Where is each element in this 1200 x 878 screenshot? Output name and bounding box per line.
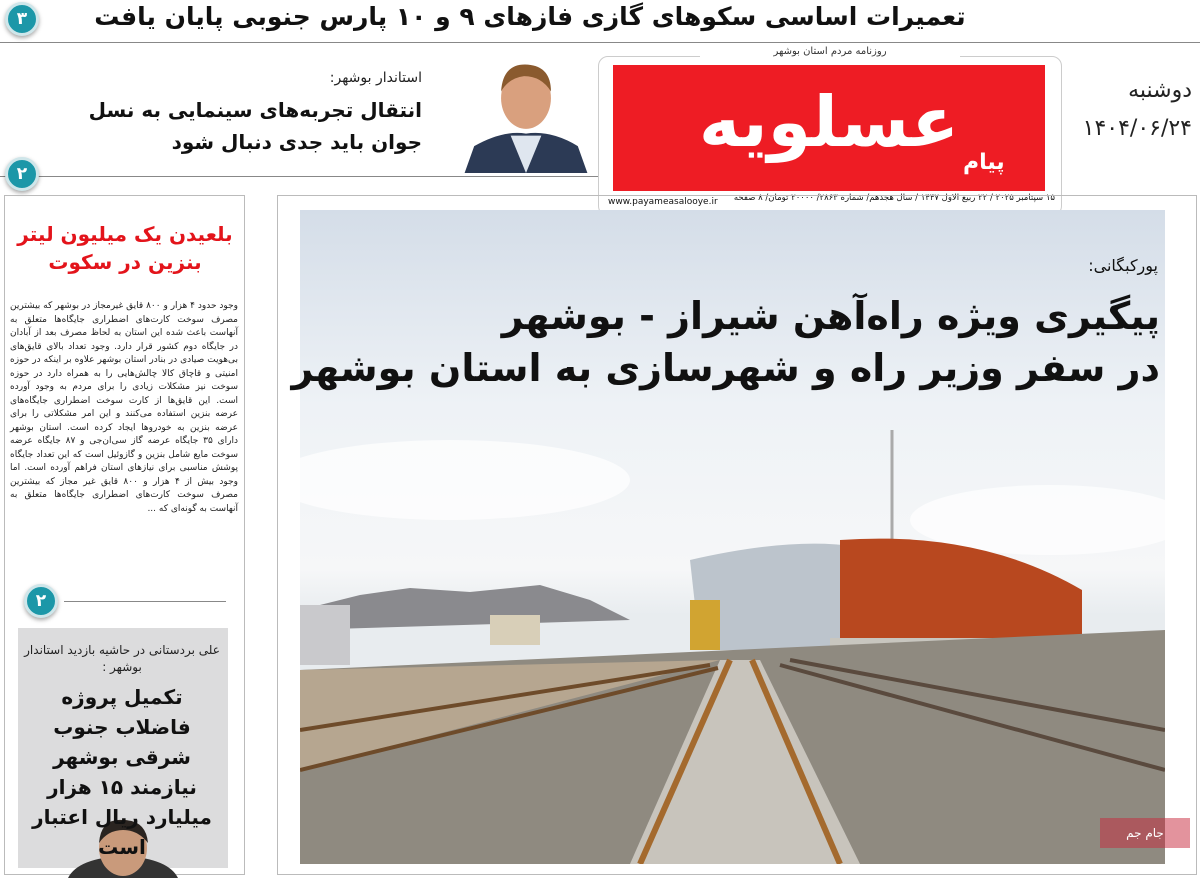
page-badge: ۳ <box>5 2 39 36</box>
left-headline[interactable]: بلعیدن یک میلیون لیتر بنزین در سکوت <box>17 222 233 274</box>
divider <box>0 42 1200 43</box>
website-link[interactable]: www.payameasalooye.ir <box>608 197 718 207</box>
info-line: ۱۵ سپتامبر ۲۰۲۵ / ۲۲ ربیع الاول ۱۴۴۷ / سال هجدهم/ شماره ۲۸۶۳/ ۲۰۰۰۰ تومان/ ۸ صفحه <box>733 193 1055 203</box>
secondary-kicker: استاندار بوشهر: <box>329 70 422 86</box>
secondary-headline[interactable]: انتقال تجربه‌های سینمایی به نسل جوان باید جدی دنبال شود <box>88 98 422 154</box>
logo-sub: پیام <box>963 149 1005 175</box>
main-headline[interactable] <box>291 290 1160 394</box>
page-badge: ۲ <box>5 157 39 191</box>
tagline: روزنامه مردم استان بوشهر <box>700 46 960 57</box>
date-text: ۱۴۰۴/۰۶/۲۴ <box>1082 116 1192 141</box>
governor-photo <box>462 55 590 173</box>
weekday: دوشنبه <box>1128 78 1192 103</box>
left-body: وجود حدود ۴ هزار و ۸۰۰ قایق غیرمجاز در بوشهر که بیشترین مصرف سوخت کارت‌های اضطراری جایگاه‌ها متعلق به آنهاست باعث شده این استان به لحاظ مصرف بعد از آبادان در جایگاه دوم کشور قرار دارد. وجود تعداد بالای قایق‌های بی‌هویت صیادی در بنادر استان بوشهر علاوه بر اینکه در حوزه امنیتی و قاچاق کالا چالش‌هایی را به همراه دارد در حوزه سوخت نیز مشکلات زیادی را برای مردم به وجود آورده است. این قایق‌ها از کارت سوخت اضطراری جایگاه‌های عرضه بنزین استفاده می‌کنند و این امر مشکلاتی را برای عرضه بنزین به خودروها ایجاد کرده است. استان بوشهر دارای ۳۵ جایگاه عرضه گاز سی‌ان‌جی و ۸۷ جایگاه عرضه سوخت مایع شامل بنزین و گازوئیل است که این تعداد جایگاه پوشش مناسبی برای نیازهای استان فراهم آورده است. اما وجود بیش از ۴ هزار و ۸۰۰ قایق غیر مجاز که بیشترین مصرف سوخت کارت‌های اضطراری جایگاه‌ها متعلق به آنهاست به گونه‌ای که ... <box>10 301 238 514</box>
issue-date <box>1062 72 1192 148</box>
box-headline[interactable]: تکمیل پروژه فاضلاب جنوب شرقی بوشهر نیازمند ۱۵ هزار میلیارد ریال اعتبار است <box>32 685 212 859</box>
watermark: جام جم <box>1100 818 1190 848</box>
logo[interactable] <box>613 65 1045 191</box>
main-headline-line2: در سفر وزیر راه و شهرسازی به استان بوشهر <box>291 346 1160 390</box>
page-badge: ۲ <box>24 584 58 618</box>
main-kicker: پورکبگانی: <box>1088 256 1158 275</box>
top-headline[interactable]: تعمیرات اساسی سکوهای گازی فازهای ۹ و ۱۰ پارس جنوبی پایان یافت <box>94 2 966 31</box>
divider <box>0 176 598 177</box>
main-headline-line1: پیگیری ویژه راه‌آهن شیراز - بوشهر <box>501 294 1160 338</box>
logo-main: عسلویه <box>698 80 960 163</box>
box-kicker: علی بردستانی در حاشیه بازدید استاندار بوشهر : <box>24 643 220 674</box>
divider <box>64 601 226 602</box>
